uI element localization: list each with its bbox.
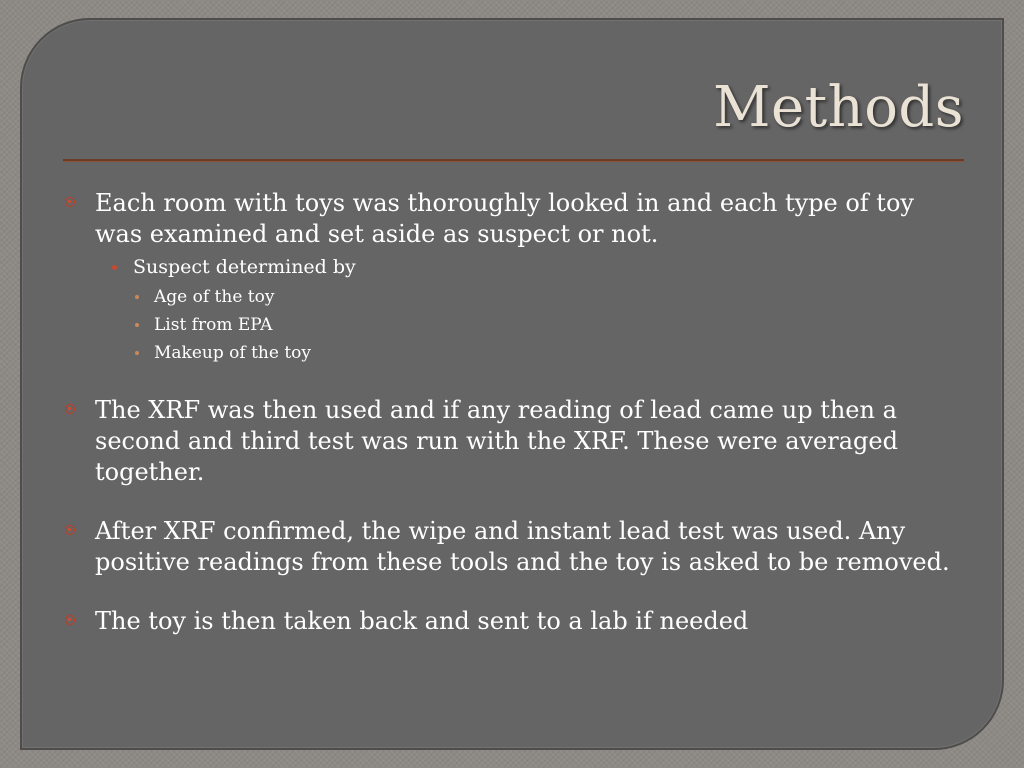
sub-bullet-item bbox=[62, 254, 962, 281]
small-dot-bullet-icon bbox=[135, 351, 139, 355]
sub-sub-bullet-text: Age of the toy bbox=[154, 287, 275, 307]
bullet-item bbox=[62, 606, 962, 637]
bullet-text: The toy is then taken back and sent to a lab if needed bbox=[95, 607, 749, 635]
bullet-item bbox=[62, 516, 962, 578]
sub-sub-bullet-text: Makeup of the toy bbox=[154, 343, 311, 363]
sub-sub-bullet-text: List from EPA bbox=[154, 315, 273, 335]
bullet-text: Each room with toys was thoroughly looked in and each type of toy was examined and set aside as suspect or not. bbox=[95, 189, 914, 248]
dot-bullet-icon bbox=[112, 265, 117, 270]
bullet-item bbox=[62, 395, 962, 488]
circle-bullet-icon bbox=[65, 197, 75, 207]
circle-bullet-icon bbox=[65, 525, 75, 535]
bullet-item bbox=[62, 188, 962, 250]
bullet-text: After XRF confirmed, the wipe and instant lead test was used. Any positive readings from these tools and the toy is asked to be removed. bbox=[95, 517, 950, 576]
bullet-text: The XRF was then used and if any reading of lead came up then a second and third test was run with the XRF. These were averaged together. bbox=[95, 396, 898, 486]
circle-bullet-icon bbox=[65, 615, 75, 625]
slide-title: Methods bbox=[713, 75, 964, 140]
slide-content bbox=[62, 188, 962, 637]
sub-bullet-text: Suspect determined by bbox=[133, 256, 356, 278]
title-divider bbox=[63, 159, 964, 162]
small-dot-bullet-icon bbox=[135, 323, 139, 327]
small-dot-bullet-icon bbox=[135, 295, 139, 299]
circle-bullet-icon bbox=[65, 404, 75, 414]
sub-sub-bullet-item bbox=[62, 283, 962, 311]
sub-sub-bullet-item bbox=[62, 339, 962, 367]
sub-sub-bullet-item bbox=[62, 311, 962, 339]
